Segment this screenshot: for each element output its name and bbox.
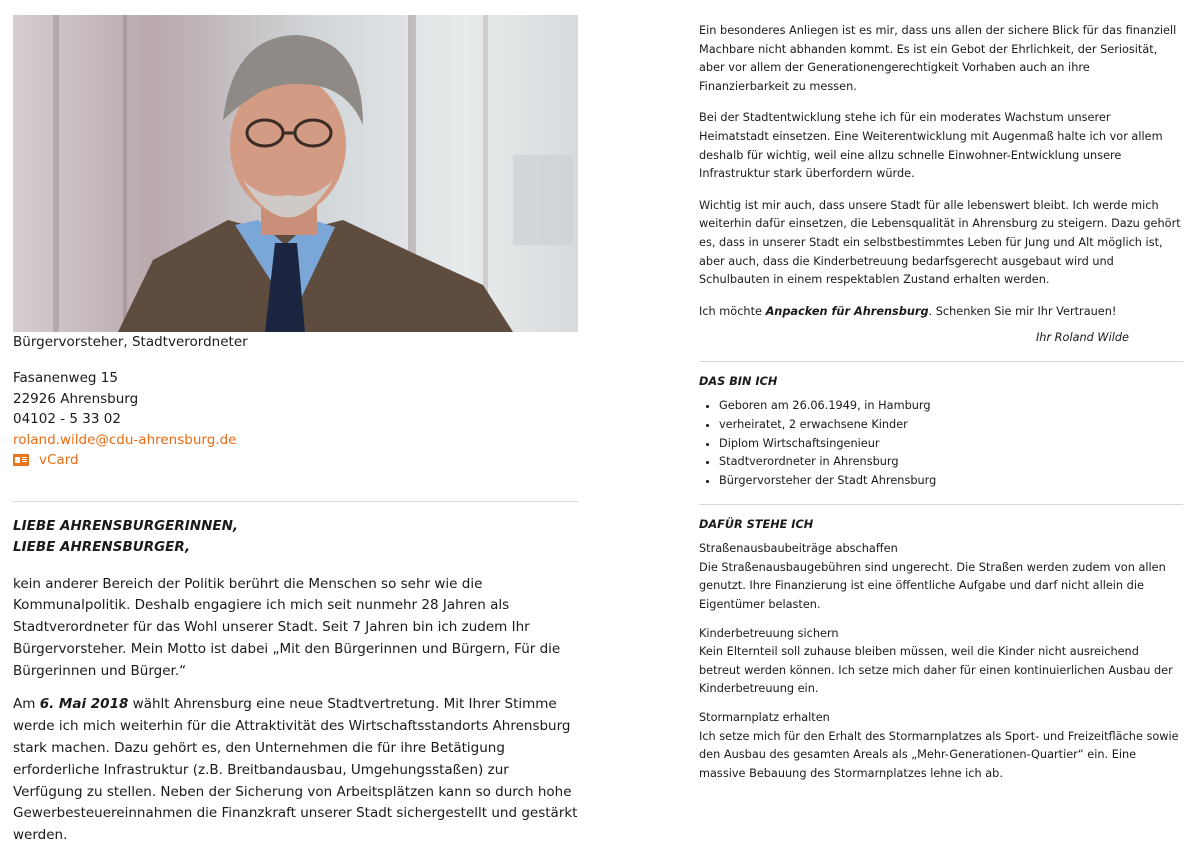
vcard-icon [13,454,29,466]
list-item: • Bürgervorsteher der Stadt Ahrensburg [719,472,1183,491]
list-item: • Stadtverordneter in Ahrensburg [719,453,1183,472]
topic-body-stormarnplatz: Ich setze mich für den Erhalt des Stormarnplatzes als Sport- und Freizeitfläche sowie den Ausbau des gesamten Areals als „Mehr-Generationen-Quartier“ ein. Eine massive Bebauung des Stormarnplatzes lehne ich ab. [699,729,1179,780]
phone-number: 04102 - 5 33 02 [13,411,121,427]
greeting-line-1: LIEBE AHRENSBURGERINNEN, [13,517,239,534]
election-paragraph [13,694,578,847]
closing-slogan: Anpacken für Ahrensburg [765,304,929,318]
address-street: Fasanenweg 15 [13,370,118,386]
closing-prefix: Ich möchte [699,304,766,318]
portrait-photo [13,15,578,332]
greeting [13,516,578,559]
about-list [699,397,1183,490]
greeting-line-2: LIEBE AHRENSBURGER, [13,539,191,555]
list-item: • verheiratet, 2 erwachsene Kinder [719,416,1183,435]
quality-of-life-paragraph: Wichtig ist mir auch, dass unsere Stadt für alle lebenswert bleibt. Ich werde mich weiterhin dafür einsetzen, die Lebensqualität in Ahrensburg zu steigern. Dazu gehört es, dass in unserer Stadt ein selbstbestimmtes Leben für Jung und Alt möglich ist, aber auch, dass die Kinderbetreuung bedarfsgerecht ausgebaut wird und Schulbauten in einem respektablen Zustand erhalten werden. [699,198,1181,287]
topic-body-roads: Die Straßenausbaugebühren sind ungerecht. Die Straßen werden zudem von allen genutzt. Ihre Finanzierung ist eine öffentliche Aufgabe und darf nicht allein die Eigentümer belasten. [699,560,1166,612]
urban-development-paragraph: Bei der Stadtentwicklung stehe ich für ein moderates Wachstum unserer Heimatstadt einsetzen. Eine Weiterentwicklung mit Augenmaß halte ich vor allem deshalb für wichtig, weil eine allzu schnelle Einwohner-Entwicklung unsere Infrastruktur stark überfordern würde. [699,111,1163,181]
finance-paragraph: Ein besonderes Anliegen ist es mir, dass uns allen der sichere Blick für das finanziell Machbare nicht abhanden kommt. Es ist ein Gebot der Ehrlichkeit, der Seriosität, aber vor allem der Generationengerechtigkeit Vorhaben auch an ihre Finanzierbarkeit zu messen. [699,24,1177,93]
intro-paragraph: kein anderer Bereich der Politik berührt die Menschen so sehr wie die Kommunalpolitik. Deshalb engagiere ich mich seit nunmehr 28 Jahren als Stadtverordneter für das Wohl unserer Stadt. Seit 7 Jahren bin ich zudem Ihr Bürgervorsteher. Mein Motto ist dabei „Mit den Bürgerinnen und Bürgern, Für die Bürgerinnen und Bürger.“ [13,575,561,679]
email-link[interactable]: roland.wilde@cdu-ahrensburg.de [13,431,237,448]
about-heading: DAS BIN ICH [699,375,778,389]
election-rest: wählt Ahrensburg eine neue Stadtvertretung. Mit Ihrer Stimme werde ich mich weiterhin für die Attraktivität des Wirtschaftsstandorts Ahrensburg stark machen. Dazu gehört es, den Unternehmen die für ihre Betätigung erforderliche Infrastruktur (z.B. Breitbandausbau, Umgehungsstaßen) zur Verfügung zu stellen. Neben der Sicherung von Arbeitsplätzen kann so durch hohe Gewerbesteuereinnahmen die Finanzkraft unserer Stadt sichergestellt und gestärkt werden. [13,696,578,844]
contact-block [13,368,578,471]
closing-suffix: . Schenken Sie mir Ihr Vertrauen! [928,304,1117,318]
right-divider-1 [699,361,1183,362]
left-column [13,15,578,847]
list-item: • Geboren am 26.06.1949, in Hamburg [719,397,1183,416]
topic-body-childcare: Kein Elternteil soll zuhause bleiben müssen, weil die Kinder nicht ausreichend betreut werden können. Ich setze mich daher für einen kontinuierlichen Ausbau der Kinderbetreuung ein. [699,645,1173,696]
vcard-link[interactable] [13,450,578,471]
election-prefix: Am [13,696,40,713]
topic-title-stormarnplatz: Stormarnplatz erhalten [699,711,830,725]
right-divider-2 [699,504,1183,505]
vcard-label[interactable]: vCard [39,452,79,468]
closing-paragraph [699,303,1183,322]
topic-title-childcare: Kinderbetreuung sichern [699,626,839,640]
portrait-caption: Bürgervorsteher, Stadtverordneter [13,334,248,350]
signature: Ihr Roland Wilde [1035,331,1129,345]
right-column [699,22,1183,793]
list-item: • Diplom Wirtschaftsingenieur [719,435,1183,454]
stand-heading: DAFÜR STEHE ICH [699,518,814,532]
election-date: 6. Mai 2018 [39,696,129,713]
portrait-illustration [13,15,578,332]
address-city: 22926 Ahrensburg [13,390,139,407]
topic-title-roads: Straßenausbaubeiträge abschaffen [699,542,898,556]
left-divider [13,501,578,502]
